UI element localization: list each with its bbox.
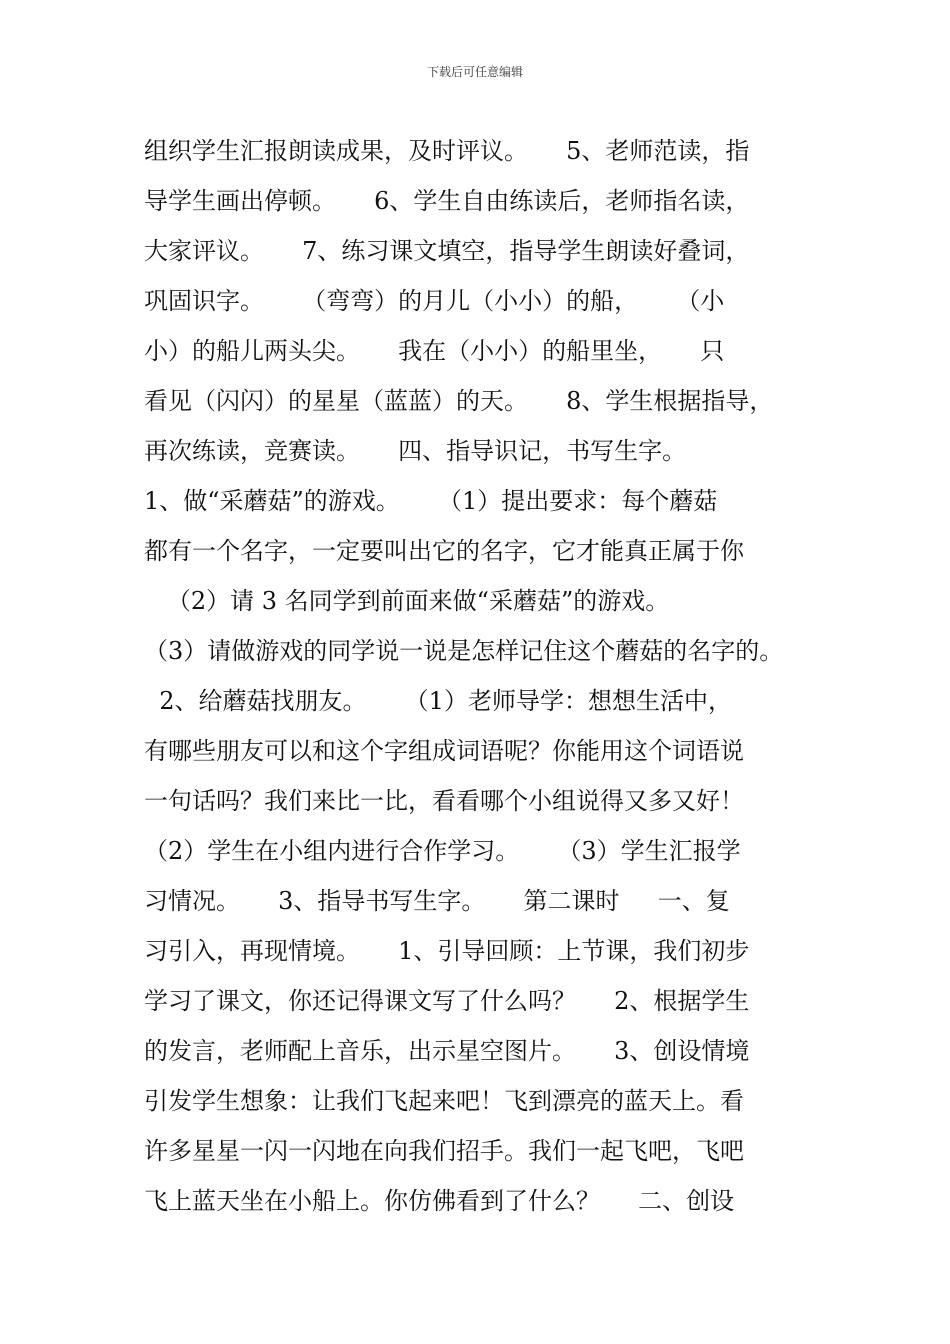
text-line: 再次练读，竞赛读。 四、指导识记，书写生字。 <box>144 437 687 465</box>
document-body <box>144 126 824 1226</box>
text-line: 2、给蘑菇找朋友。 （1）老师导学：想想生活中， <box>144 687 732 715</box>
text-line: 1、做“采蘑菇”的游戏。 （1）提出要求：每个蘑菇 <box>144 487 718 515</box>
text-line: 的发言，老师配上音乐，出示星空图片。 3、创设情境 <box>144 1037 750 1065</box>
text-line: 习情况。 3、指导书写生字。 第二课时 一、复 <box>144 887 730 915</box>
text-line: （3）请做游戏的同学说一说是怎样记住这个蘑菇的名字的。 <box>144 637 784 665</box>
text-line: （2）学生在小组内进行合作学习。 （3）学生汇报学 <box>144 837 741 865</box>
text-line: 看见（闪闪）的星星（蓝蓝）的天。 8、学生根据指导， <box>144 387 774 415</box>
text-line: 小）的船儿两头尖。 我在（小小）的船里坐， 只 <box>144 337 725 365</box>
text-line: 引发学生想象：让我们飞起来吧！飞到漂亮的蓝天上。看 <box>144 1087 744 1115</box>
text-line: 导学生画出停顿。 6、学生自由练读后，老师指名读， <box>144 187 750 215</box>
text-line: 有哪些朋友可以和这个字组成词语呢？你能用这个词语说 <box>144 737 744 765</box>
text-line: 学习了课文，你还记得课文写了什么吗？ 2、根据学生 <box>144 987 750 1015</box>
page-header: 下载后可任意编辑 <box>426 65 523 79</box>
text-line: 都有一个名字，一定要叫出它的名字，它才能真正属于你 <box>144 537 744 565</box>
text-line: 巩固识字。 （弯弯）的月儿（小小）的船， （小 <box>144 287 725 315</box>
text-line: 许多星星一闪一闪地在向我们招手。我们一起飞吧，飞吧 <box>144 1137 744 1165</box>
text-line: 组织学生汇报朗读成果，及时评议。 5、老师范读，指 <box>144 137 750 165</box>
text-line: 习引入，再现情境。 1、引导回顾：上节课，我们初步 <box>144 937 750 965</box>
text-line: 一句话吗？我们来比一比，看看哪个小组说得又多又好！ <box>144 787 744 815</box>
text-line: （2）请 3 名同学到前面来做“采蘑菇”的游戏。 <box>144 587 670 615</box>
text-line: 大家评议。 7、练习课文填空，指导学生朗读好叠词， <box>144 237 750 265</box>
text-line: 飞上蓝天坐在小船上。你仿佛看到了什么？ 二、创设 <box>144 1187 735 1215</box>
